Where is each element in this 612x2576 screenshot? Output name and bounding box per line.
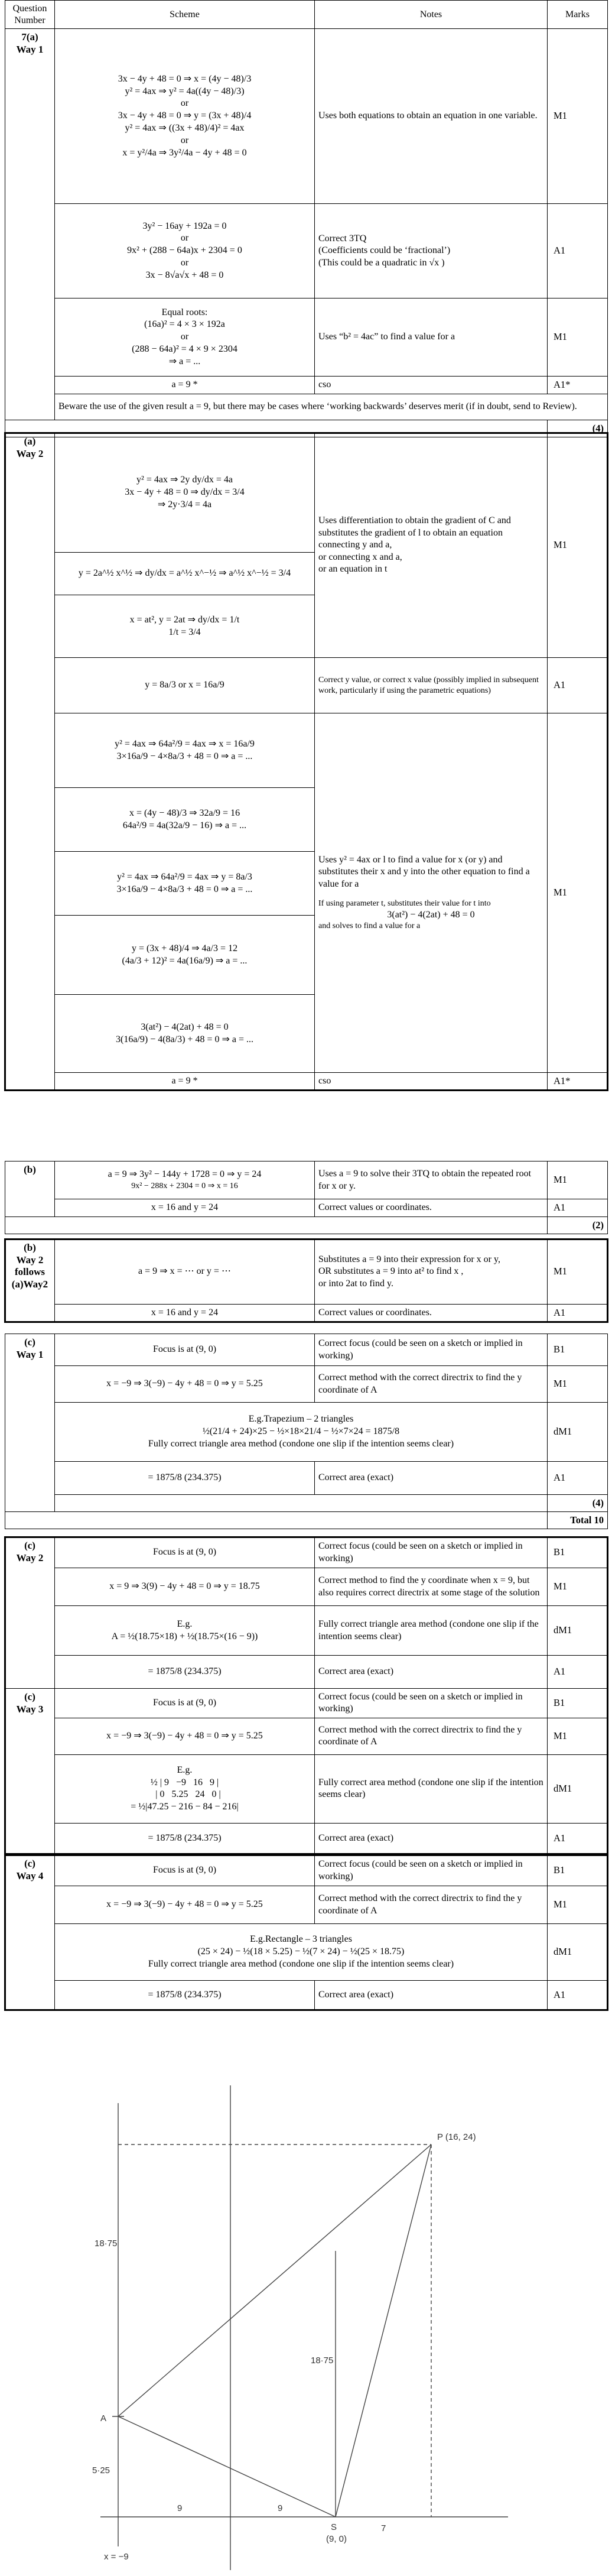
notes-cell: Correct focus (could be seen on a sketch or implied in working) — [315, 1334, 548, 1366]
notes-cell: Correct 3TQ (Coefficients could be ‘fractional’) (This could be a quadratic in √x ) — [315, 204, 548, 299]
scheme-cell: = 1875/8 (234.375) — [55, 1981, 315, 2010]
notes-cell: Correct method with the correct directrix to find the y coordinate of A — [315, 1718, 548, 1754]
mark-cell: A1* — [548, 377, 608, 394]
scheme-cell: Equal roots: (16a)² = 4 × 3 × 192a or (288 − 64a)² = 4 × 9 × 2304 ⇒ a = ... — [55, 299, 315, 377]
label-1875-mid: 18·75 — [311, 2356, 334, 2366]
scheme-cell: x = 9 ⇒ 3(9) − 4y + 48 = 0 ⇒ y = 18.75 — [55, 1568, 315, 1606]
scheme-cell: 3y² − 16ay + 192a = 0 or 9x² + (288 − 64a)x + 2304 = 0 or 3x − 8√a√x + 48 = 0 — [55, 204, 315, 299]
notes-cell: Substitutes a = 9 into their expression for x or y, OR substitutes a = 9 into at² to find x , or into 2at to find y. — [315, 1240, 548, 1305]
notes-cell: Correct values or coordinates. — [315, 1199, 548, 1217]
scheme-cell: y² = 4ax ⇒ 64a²/9 = 4ax ⇒ y = 8a/3 3×16a/9 − 4×8a/3 + 48 = 0 ⇒ a = ... — [55, 852, 315, 916]
total: Total 10 — [548, 1512, 608, 1529]
mark-cell: dM1 — [548, 1403, 608, 1462]
notes-cell: Correct area (exact) — [315, 1656, 548, 1689]
scheme-cell: Focus is at (9, 0) — [55, 1334, 315, 1366]
mark-cell: A1 — [548, 204, 608, 299]
scheme-cell: a = 9 ⇒ 3y² − 144y + 1728 = 0 ⇒ y = 24 9x² − 288x + 2304 = 0 ⇒ x = 16 — [55, 1162, 315, 1199]
subtotal: (2) — [548, 1216, 608, 1234]
notes-cell: Correct focus (could be seen on a sketch or implied in working) — [315, 1689, 548, 1718]
mark-cell: M1 — [548, 713, 608, 1073]
label-S: S — [331, 2522, 337, 2532]
mark-cell: M1 — [548, 1718, 608, 1754]
label-directrix: x = −9 — [104, 2552, 129, 2562]
label-7: 7 — [381, 2523, 386, 2533]
scheme-cell: x = (4y − 48)/3 ⇒ 32a/9 = 16 64a²/9 = 4a(32a/9 − 16) ⇒ a = ... — [55, 788, 315, 852]
scheme-cell: a = 9 * — [55, 377, 315, 394]
partc2-table — [5, 1537, 608, 1854]
header-notes: Notes — [315, 1, 548, 29]
mark-cell: A1 — [548, 658, 608, 713]
subtotal: (4) — [548, 420, 608, 437]
mark-cell: A1 — [548, 1981, 608, 2010]
way1-table — [5, 0, 608, 437]
question-label: 7(a) Way 1 — [5, 29, 55, 420]
mark-cell: A1 — [548, 1199, 608, 1217]
sketch-diagram — [83, 2068, 543, 2570]
label-9-right: 9 — [278, 2503, 283, 2513]
header-scheme: Scheme — [55, 1, 315, 29]
scheme-cell: x = 16 and y = 24 — [55, 1305, 315, 1322]
scheme-cell: E.g. ½ | 9 −9 16 9 | | 0 5.25 24 0 | = ½|47.25 − 216 − 84 − 216| — [55, 1754, 315, 1823]
mark-cell: M1 — [548, 1240, 608, 1305]
question-label: (c) Way 3 — [5, 1689, 55, 1854]
mark-cell: dM1 — [548, 1606, 608, 1656]
notes-cell: Uses a = 9 to solve their 3TQ to obtain the repeated root for x or y. — [315, 1162, 548, 1199]
notes-cell: cso — [315, 377, 548, 394]
scheme-cell: Focus is at (9, 0) — [55, 1855, 315, 1886]
partc1-table — [5, 1334, 608, 1529]
mark-cell: dM1 — [548, 1754, 608, 1823]
notes-cell: Uses “b² = 4ac” to find a value for a — [315, 299, 548, 377]
mark-cell: M1 — [548, 29, 608, 204]
line-AP — [118, 2144, 431, 2416]
scheme-cell: E.g.Rectangle – 3 triangles (25 × 24) − ½(18 × 5.25) − ½(7 × 24) − ½(25 × 18.75) Fully correct triangle area method (condone one slip if the intention seems clear) — [55, 1924, 548, 1981]
label-S-coords: (9, 0) — [326, 2534, 347, 2544]
notes-cell: Correct method with the correct directrix to find the y coordinate of A — [315, 1886, 548, 1924]
notes-cell: Correct method with the correct directrix to find the y coordinate of A — [315, 1366, 548, 1403]
notes-cell: Correct focus (could be seen on a sketch or implied in working) — [315, 1855, 548, 1886]
label-A: A — [100, 2413, 107, 2423]
mark-cell: A1 — [548, 1462, 608, 1495]
mark-cell: M1 — [548, 299, 608, 377]
notes-cell: Correct area (exact) — [315, 1823, 548, 1854]
scheme-cell: E.g. A = ½(18.75×18) + ½(18.75×(16 − 9)) — [55, 1606, 315, 1656]
scheme-cell: = 1875/8 (234.375) — [55, 1462, 315, 1495]
scheme-cell: Focus is at (9, 0) — [55, 1537, 315, 1568]
scheme-cell: x = −9 ⇒ 3(−9) − 4y + 48 = 0 ⇒ y = 5.25 — [55, 1886, 315, 1924]
notes-cell: Uses both equations to obtain an equation in one variable. — [315, 29, 548, 204]
mark-cell: B1 — [548, 1334, 608, 1366]
label-525: 5·25 — [92, 2465, 110, 2476]
question-label: (b) — [5, 1162, 55, 1217]
scheme-cell: x = 16 and y = 24 — [55, 1199, 315, 1217]
mark-cell: M1 — [548, 1568, 608, 1606]
question-label: (c) Way 4 — [5, 1855, 55, 2010]
scheme-cell: y² = 4ax ⇒ 64a²/9 = 4ax ⇒ x = 16a/9 3×16a/9 − 4×8a/3 + 48 = 0 ⇒ a = ... — [55, 713, 315, 788]
question-label: (b) Way 2 follows (a)Way2 — [5, 1240, 55, 1322]
scheme-cell: y = 2a^½ x^½ ⇒ dy/dx = a^½ x^−½ ⇒ a^½ x^−½ = 3/4 — [55, 553, 315, 595]
beware-note: Beware the use of the given result a = 9, but there may be cases where ‘working backwards’ deserves merit (if in doubt, send to Review). — [55, 394, 608, 420]
mark-cell: M1 — [548, 1366, 608, 1403]
question-label: (c) Way 1 — [5, 1334, 55, 1512]
scheme-cell: y = (3x + 48)/4 ⇒ 4a/3 = 12 (4a/3 + 12)² = 4a(16a/9) ⇒ a = ... — [55, 916, 315, 995]
mark-cell: A1 — [548, 1305, 608, 1322]
mark-cell: M1 — [548, 433, 608, 658]
mark-cell: M1 — [548, 1162, 608, 1199]
notes-cell: Correct method to find the y coordinate when x = 9, but also requires correct directrix at some stage of the solution — [315, 1568, 548, 1606]
notes-cell: cso — [315, 1073, 548, 1091]
question-label: (a) Way 2 — [5, 433, 55, 1091]
scheme-cell: x = −9 ⇒ 3(−9) − 4y + 48 = 0 ⇒ y = 5.25 — [55, 1718, 315, 1754]
notes-cell: Correct y value, or correct x value (possibly implied in subsequent work, particularly if using the parametric equations) — [315, 658, 548, 713]
scheme-cell: = 1875/8 (234.375) — [55, 1823, 315, 1854]
mark-cell: M1 — [548, 1886, 608, 1924]
notes-cell: Correct area (exact) — [315, 1981, 548, 2010]
label-1875-left: 18·75 — [95, 2238, 118, 2249]
partc4-table — [5, 1855, 608, 2010]
notes-cell: Correct focus (could be seen on a sketch or implied in working) — [315, 1537, 548, 1568]
mark-cell: A1 — [548, 1656, 608, 1689]
mark-cell: dM1 — [548, 1924, 608, 1981]
scheme-cell: y² = 4ax ⇒ 2y dy/dx = 4a 3x − 4y + 48 = 0 ⇒ dy/dx = 3/4 ⇒ 2y·3/4 = 4a — [55, 433, 315, 553]
partb-table — [5, 1161, 608, 1234]
notes-cell: Correct values or coordinates. — [315, 1305, 548, 1322]
notes-cell: Fully correct area method (condone one slip if the intention seems clear) — [315, 1754, 548, 1823]
line-AS — [118, 2416, 336, 2517]
scheme-cell: = 1875/8 (234.375) — [55, 1656, 315, 1689]
line-SP — [336, 2144, 431, 2517]
scheme-cell: a = 9 * — [55, 1073, 315, 1091]
scheme-cell: y = 8a/3 or x = 16a/9 — [55, 658, 315, 713]
scheme-cell: x = at², y = 2at ⇒ dy/dx = 1/t 1/t = 3/4 — [55, 595, 315, 658]
scheme-cell: E.g.Trapezium – 2 triangles ½(21/4 + 24)×25 − ½×18×21/4 − ½×7×24 = 1875/8 Fully correct triangle area method (condone one slip if the intention seems clear) — [55, 1403, 548, 1462]
notes-cell: Uses differentiation to obtain the gradient of C and substitutes the gradient of l to obtain an equation connecting y and a, or connecting x and a, or an equation in t — [315, 433, 548, 658]
label-9-left: 9 — [177, 2503, 183, 2513]
scheme-cell: x = −9 ⇒ 3(−9) − 4y + 48 = 0 ⇒ y = 5.25 — [55, 1366, 315, 1403]
scheme-cell: a = 9 ⇒ x = ⋯ or y = ⋯ — [55, 1240, 315, 1305]
label-P: P (16, 24) — [437, 2132, 476, 2142]
scheme-cell: 3(at²) − 4(2at) + 48 = 0 3(16a/9) − 4(8a/3) + 48 = 0 ⇒ a = ... — [55, 995, 315, 1073]
notes-cell: Fully correct triangle area method (condone one slip if the intention seems clear) — [315, 1606, 548, 1656]
notes-cell: Correct area (exact) — [315, 1462, 548, 1495]
way2-table — [5, 433, 608, 1091]
mark-cell: B1 — [548, 1689, 608, 1718]
notes-cell: Uses y² = 4ax or l to find a value for x (or y) and substitutes their x and y into the other equation to find a value for a If using parameter t, substitutes their value for t into 3(at²) − 4(2at) + 48 = 0 and solves to find a value for a — [315, 713, 548, 1073]
mark-cell: A1* — [548, 1073, 608, 1091]
mark-cell: B1 — [548, 1537, 608, 1568]
header-question-number: Question Number — [5, 1, 55, 29]
mark-cell: A1 — [548, 1823, 608, 1854]
partb2-table — [5, 1239, 608, 1322]
header-marks: Marks — [548, 1, 608, 29]
scheme-cell: 3x − 4y + 48 = 0 ⇒ x = (4y − 48)/3 y² = 4ax ⇒ y² = 4a((4y − 48)/3) or 3x − 4y + 48 = 0 ⇒ y = (3x + 48)/4 y² = 4ax ⇒ ((3x + 48)/4)² = 4ax or x = y²/4a ⇒ 3y²/4a − 4y + 48 = 0 — [55, 29, 315, 204]
question-label: (c) Way 2 — [5, 1537, 55, 1689]
subtotal: (4) — [548, 1495, 608, 1512]
scheme-cell: Focus is at (9, 0) — [55, 1689, 315, 1718]
mark-cell: B1 — [548, 1855, 608, 1886]
